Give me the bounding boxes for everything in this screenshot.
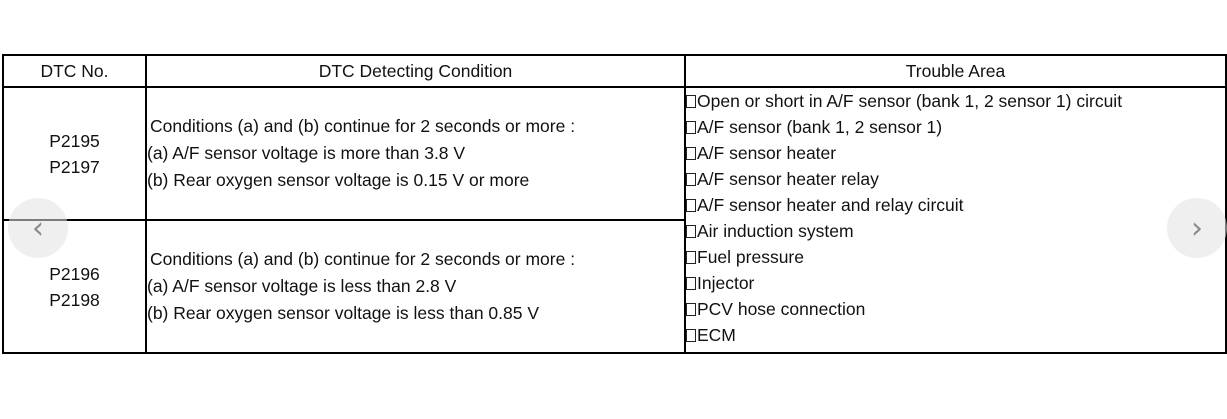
list-item: ECM: [686, 322, 1225, 348]
checkbox-square-icon: [686, 329, 696, 342]
previous-button[interactable]: [8, 198, 68, 258]
condition-cell: [146, 220, 685, 353]
table-header-row: [3, 55, 1226, 87]
list-item: Open or short in A/F sensor (bank 1, 2 sensor 1) circuit: [686, 88, 1225, 114]
list-item: A/F sensor heater relay: [686, 166, 1225, 192]
trouble-area-cell: [685, 87, 1226, 353]
dtc-code: P2198: [49, 289, 100, 310]
checkbox-square-icon: [686, 121, 696, 134]
checkbox-square-icon: [686, 95, 696, 108]
condition-text: (a) A/F sensor voltage is less than 2.8 V: [147, 276, 457, 296]
list-item: A/F sensor (bank 1, 2 sensor 1): [686, 114, 1225, 140]
checkbox-square-icon: [686, 147, 696, 160]
chevron-right-icon: ›: [1191, 210, 1203, 246]
checkbox-square-icon: [686, 173, 696, 186]
condition-text: (b) Rear oxygen sensor voltage is less than 0.85 V: [147, 303, 540, 323]
list-item: A/F sensor heater: [686, 140, 1225, 166]
checkbox-square-icon: [686, 303, 696, 316]
list-item: Fuel pressure: [686, 244, 1225, 270]
list-item: Injector: [686, 270, 1225, 296]
table-row: [3, 87, 1226, 220]
dtc-code: P2197: [49, 156, 100, 177]
header-dtc-no: DTC No.: [3, 55, 146, 87]
checkbox-square-icon: [686, 251, 696, 264]
header-trouble-area: Trouble Area: [685, 55, 1226, 87]
checkbox-square-icon: [686, 277, 696, 290]
dtc-code: P2196: [49, 263, 100, 284]
condition-cell: [146, 87, 685, 220]
condition-text: (b) Rear oxygen sensor voltage is 0.15 V or more: [147, 170, 530, 190]
dtc-table-container: [2, 54, 1225, 354]
chevron-left-icon: ‹: [32, 210, 44, 246]
checkbox-square-icon: [686, 225, 696, 238]
header-detecting-condition: DTC Detecting Condition: [146, 55, 685, 87]
list-item: A/F sensor heater and relay circuit: [686, 192, 1225, 218]
next-button[interactable]: [1167, 198, 1227, 258]
trouble-area-list: [686, 88, 1225, 348]
condition-text: (a) A/F sensor voltage is more than 3.8 V: [147, 143, 466, 163]
checkbox-square-icon: [686, 199, 696, 212]
condition-text: Conditions (a) and (b) continue for 2 seconds or more :: [150, 116, 576, 136]
condition-text: Conditions (a) and (b) continue for 2 seconds or more :: [150, 249, 576, 269]
list-item: PCV hose connection: [686, 296, 1225, 322]
list-item: Air induction system: [686, 218, 1225, 244]
dtc-code: P2195: [49, 130, 100, 151]
dtc-table: [2, 54, 1227, 354]
